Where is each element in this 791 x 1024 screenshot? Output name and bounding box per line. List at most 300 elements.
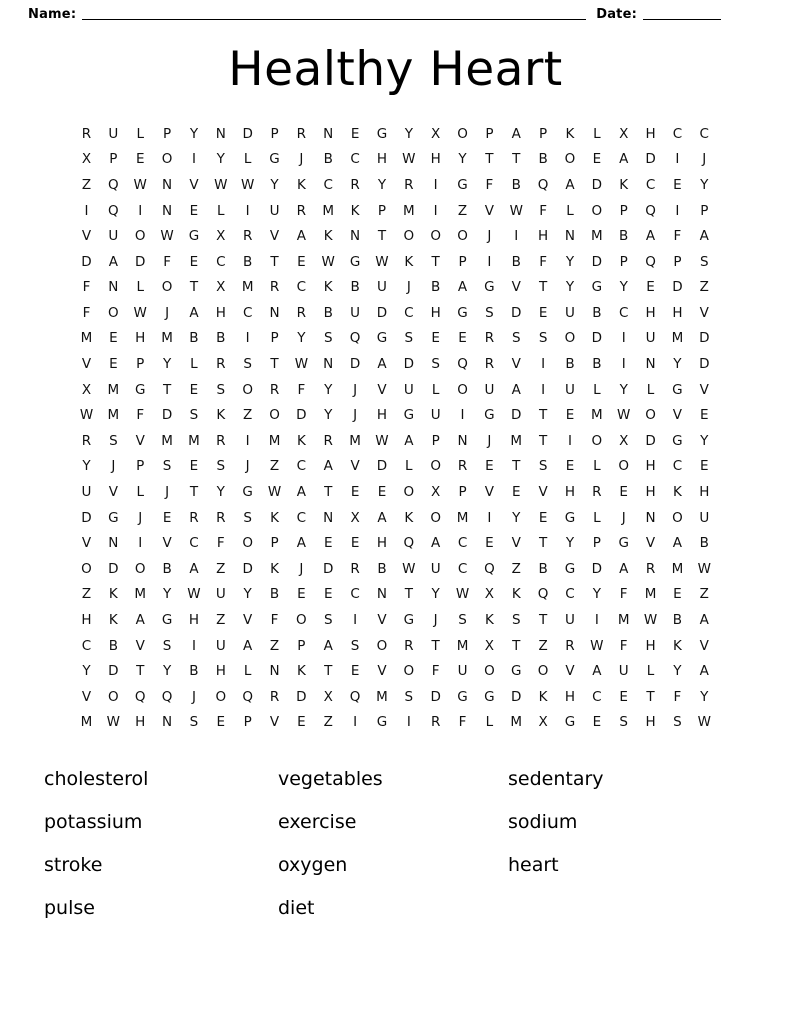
grid-cell[interactable]: Y [700, 432, 709, 449]
grid-cell[interactable]: H [645, 637, 656, 654]
grid-cell[interactable]: B [243, 253, 253, 270]
grid-cell[interactable]: I [406, 714, 411, 731]
grid-cell[interactable]: Q [457, 356, 468, 373]
grid-cell[interactable]: T [162, 381, 172, 398]
grid-cell[interactable]: O [81, 560, 92, 577]
grid-cell[interactable]: A [431, 535, 441, 552]
word-list-item[interactable]: vegetables [278, 767, 383, 790]
grid-cell[interactable]: V [135, 432, 145, 449]
grid-cell[interactable]: W [697, 714, 711, 731]
grid-cell[interactable]: R [269, 381, 280, 398]
grid-cell[interactable]: K [404, 253, 414, 270]
grid-cell[interactable]: H [81, 612, 92, 629]
grid-cell[interactable]: J [111, 458, 116, 475]
grid-cell[interactable]: Y [162, 663, 172, 680]
grid-cell[interactable]: Q [403, 535, 415, 552]
grid-cell[interactable]: W [321, 253, 335, 270]
grid-cell[interactable]: Z [81, 176, 92, 193]
grid-cell[interactable]: P [270, 330, 279, 347]
grid-cell[interactable]: I [567, 432, 572, 449]
grid-cell[interactable]: A [645, 228, 656, 245]
grid-cell[interactable]: B [350, 279, 360, 296]
grid-cell[interactable]: K [565, 125, 575, 142]
grid-cell[interactable]: M [671, 330, 684, 347]
grid-cell[interactable]: U [108, 125, 119, 142]
grid-cell[interactable]: X [431, 125, 441, 142]
grid-cell[interactable]: G [564, 509, 576, 526]
grid-cell[interactable]: I [433, 176, 438, 193]
grid-cell[interactable]: O [457, 381, 468, 398]
grid-cell[interactable]: H [564, 688, 576, 705]
grid-cell[interactable]: G [591, 279, 603, 296]
grid-cell[interactable]: V [699, 304, 709, 321]
grid-cell[interactable]: V [699, 637, 709, 654]
grid-cell[interactable]: K [108, 612, 118, 629]
grid-cell[interactable]: X [216, 228, 226, 245]
grid-cell[interactable]: U [565, 304, 575, 321]
grid-cell[interactable]: R [296, 202, 307, 219]
grid-cell[interactable]: S [323, 330, 333, 347]
grid-cell[interactable]: R [216, 356, 226, 373]
grid-cell[interactable]: T [646, 688, 655, 705]
grid-cell[interactable]: D [699, 330, 710, 347]
grid-cell[interactable]: B [108, 637, 118, 654]
grid-cell[interactable]: E [646, 279, 655, 296]
grid-cell[interactable]: Y [377, 176, 387, 193]
grid-cell[interactable]: R [296, 125, 307, 142]
grid-cell[interactable]: M [456, 637, 469, 654]
grid-cell[interactable]: S [189, 407, 199, 424]
grid-cell[interactable]: I [594, 612, 599, 629]
grid-cell[interactable]: G [564, 714, 576, 731]
grid-cell[interactable]: V [511, 356, 521, 373]
grid-cell[interactable]: Y [162, 356, 172, 373]
grid-cell[interactable]: K [296, 432, 306, 449]
grid-cell[interactable]: T [324, 663, 333, 680]
grid-cell[interactable]: Y [565, 253, 575, 270]
grid-cell[interactable]: G [376, 125, 388, 142]
grid-cell[interactable]: B [189, 663, 199, 680]
grid-cell[interactable]: V [377, 612, 387, 629]
grid-cell[interactable]: L [243, 663, 252, 680]
grid-cell[interactable]: Y [458, 151, 467, 168]
grid-cell[interactable]: G [134, 381, 146, 398]
grid-cell[interactable]: M [510, 714, 523, 731]
grid-cell[interactable]: Z [699, 586, 709, 603]
grid-cell[interactable]: W [375, 253, 389, 270]
grid-cell[interactable]: K [484, 612, 494, 629]
grid-cell[interactable]: G [269, 151, 280, 168]
grid-cell[interactable]: M [134, 586, 147, 603]
grid-cell[interactable]: P [539, 125, 548, 142]
grid-cell[interactable]: R [484, 330, 495, 347]
grid-cell[interactable]: Z [457, 202, 468, 219]
grid-cell[interactable]: R [216, 509, 226, 526]
grid-cell[interactable]: E [431, 330, 440, 347]
grid-cell[interactable]: Y [324, 381, 333, 398]
grid-cell[interactable]: S [458, 612, 467, 629]
grid-cell[interactable]: V [108, 484, 118, 501]
grid-cell[interactable]: I [191, 151, 196, 168]
grid-cell[interactable]: Q [645, 202, 656, 219]
word-list-item[interactable]: pulse [44, 896, 95, 919]
grid-cell[interactable]: A [377, 356, 387, 373]
grid-cell[interactable]: X [350, 509, 360, 526]
grid-cell[interactable]: R [81, 125, 92, 142]
grid-cell[interactable]: N [269, 304, 280, 321]
grid-cell[interactable]: W [697, 560, 711, 577]
grid-cell[interactable]: S [404, 688, 414, 705]
grid-cell[interactable]: S [350, 637, 360, 654]
grid-cell[interactable]: E [297, 586, 306, 603]
grid-cell[interactable]: O [403, 228, 415, 245]
grid-cell[interactable]: C [457, 560, 468, 577]
grid-cell[interactable]: E [323, 535, 333, 552]
grid-cell[interactable]: A [592, 663, 602, 680]
grid-cell[interactable]: M [322, 202, 335, 219]
grid-cell[interactable]: A [457, 279, 468, 296]
grid-cell[interactable]: Q [349, 330, 361, 347]
grid-cell[interactable]: S [162, 458, 172, 475]
grid-cell[interactable]: O [591, 202, 603, 219]
grid-cell[interactable]: T [189, 279, 199, 296]
grid-cell[interactable]: C [350, 151, 360, 168]
grid-cell[interactable]: Y [512, 509, 521, 526]
grid-cell[interactable]: H [645, 125, 656, 142]
name-input-line[interactable] [82, 6, 586, 20]
grid-cell[interactable]: I [245, 202, 250, 219]
grid-cell[interactable]: T [538, 535, 548, 552]
grid-cell[interactable]: E [297, 253, 306, 270]
grid-cell[interactable]: S [619, 714, 628, 731]
grid-cell[interactable]: S [511, 612, 521, 629]
grid-cell[interactable]: R [323, 432, 333, 449]
grid-cell[interactable]: F [270, 612, 279, 629]
grid-cell[interactable]: P [377, 202, 387, 219]
grid-cell[interactable]: L [136, 125, 144, 142]
grid-cell[interactable]: L [646, 381, 655, 398]
grid-cell[interactable]: K [619, 176, 629, 193]
grid-cell[interactable]: N [457, 432, 468, 449]
grid-cell[interactable]: E [592, 151, 602, 168]
grid-cell[interactable]: C [81, 637, 92, 654]
grid-cell[interactable]: D [242, 125, 253, 142]
grid-cell[interactable]: F [431, 663, 440, 680]
grid-cell[interactable]: P [673, 253, 682, 270]
grid-cell[interactable]: Y [673, 356, 682, 373]
grid-cell[interactable]: H [645, 458, 656, 475]
grid-cell[interactable]: G [349, 253, 361, 270]
grid-cell[interactable]: E [135, 151, 145, 168]
word-list-item[interactable]: diet [278, 896, 315, 919]
grid-cell[interactable]: S [538, 330, 548, 347]
grid-cell[interactable]: V [81, 356, 92, 373]
grid-cell[interactable]: Y [565, 535, 575, 552]
grid-cell[interactable]: J [191, 688, 196, 705]
grid-cell[interactable]: D [403, 356, 415, 373]
grid-cell[interactable]: V [672, 407, 683, 424]
grid-cell[interactable]: Q [537, 176, 549, 193]
grid-cell[interactable]: Y [431, 586, 440, 603]
grid-cell[interactable]: A [699, 612, 709, 629]
grid-cell[interactable]: P [163, 125, 172, 142]
grid-cell[interactable]: F [673, 228, 682, 245]
grid-cell[interactable]: T [431, 637, 440, 654]
grid-cell[interactable]: I [245, 432, 250, 449]
grid-cell[interactable]: M [268, 432, 281, 449]
grid-cell[interactable]: Z [269, 637, 280, 654]
grid-cell[interactable]: Y [673, 663, 682, 680]
grid-cell[interactable]: F [539, 253, 547, 270]
grid-cell[interactable]: E [592, 714, 602, 731]
grid-cell[interactable]: S [673, 714, 682, 731]
grid-cell[interactable]: O [161, 279, 173, 296]
grid-cell[interactable]: K [270, 560, 279, 577]
grid-cell[interactable]: O [645, 407, 656, 424]
grid-cell[interactable]: P [619, 202, 628, 219]
grid-cell[interactable]: D [511, 304, 522, 321]
grid-cell[interactable]: W [133, 176, 147, 193]
grid-cell[interactable]: O [591, 432, 603, 449]
grid-cell[interactable]: E [189, 202, 199, 219]
grid-cell[interactable]: U [430, 407, 441, 424]
grid-cell[interactable]: W [402, 151, 416, 168]
grid-cell[interactable]: U [618, 663, 629, 680]
grid-cell[interactable]: B [162, 560, 172, 577]
grid-cell[interactable]: N [564, 228, 576, 245]
grid-cell[interactable]: Y [270, 176, 279, 193]
grid-cell[interactable]: G [188, 228, 200, 245]
grid-cell[interactable]: G [672, 432, 683, 449]
grid-cell[interactable]: A [672, 535, 683, 552]
grid-cell[interactable]: N [108, 535, 119, 552]
grid-cell[interactable]: I [487, 509, 492, 526]
grid-cell[interactable]: W [294, 356, 309, 373]
grid-cell[interactable]: W [375, 432, 389, 449]
grid-cell[interactable]: O [430, 509, 441, 526]
grid-cell[interactable]: H [430, 304, 441, 321]
grid-cell[interactable]: R [565, 637, 575, 654]
grid-cell[interactable]: O [269, 407, 280, 424]
grid-cell[interactable]: Z [323, 714, 333, 731]
grid-cell[interactable]: S [243, 509, 252, 526]
grid-cell[interactable]: F [297, 381, 306, 398]
grid-cell[interactable]: M [644, 586, 657, 603]
grid-cell[interactable]: E [673, 176, 682, 193]
grid-cell[interactable]: E [350, 535, 360, 552]
grid-cell[interactable]: R [404, 637, 414, 654]
grid-cell[interactable]: F [485, 176, 494, 193]
grid-cell[interactable]: M [402, 202, 415, 219]
grid-cell[interactable]: R [645, 560, 656, 577]
grid-cell[interactable]: A [699, 663, 709, 680]
grid-cell[interactable]: C [699, 125, 709, 142]
word-list-item[interactable]: potassium [44, 810, 143, 833]
grid-cell[interactable]: N [108, 279, 119, 296]
grid-cell[interactable]: A [511, 125, 521, 142]
grid-cell[interactable]: B [511, 176, 521, 193]
grid-cell[interactable]: Z [216, 612, 226, 629]
grid-cell[interactable]: E [323, 586, 333, 603]
grid-cell[interactable]: H [538, 228, 549, 245]
grid-cell[interactable]: U [377, 279, 387, 296]
grid-cell[interactable]: Y [619, 279, 628, 296]
grid-cell[interactable]: V [645, 535, 656, 552]
grid-cell[interactable]: V [81, 228, 92, 245]
grid-cell[interactable]: M [107, 407, 120, 424]
grid-cell[interactable]: W [617, 407, 631, 424]
grid-cell[interactable]: J [299, 151, 304, 168]
grid-cell[interactable]: I [245, 330, 250, 347]
grid-cell[interactable]: V [269, 228, 280, 245]
grid-cell[interactable]: L [485, 714, 494, 731]
grid-cell[interactable]: R [350, 560, 360, 577]
grid-cell[interactable]: I [191, 637, 196, 654]
grid-cell[interactable]: T [377, 228, 387, 245]
grid-cell[interactable]: T [189, 484, 199, 501]
grid-cell[interactable]: E [350, 125, 360, 142]
grid-cell[interactable]: U [81, 484, 92, 501]
grid-cell[interactable]: Q [484, 560, 495, 577]
grid-cell[interactable]: Y [619, 381, 628, 398]
grid-cell[interactable]: U [269, 202, 280, 219]
grid-cell[interactable]: O [672, 509, 683, 526]
grid-cell[interactable]: S [699, 253, 709, 270]
grid-cell[interactable]: A [511, 381, 521, 398]
grid-cell[interactable]: X [216, 279, 226, 296]
grid-cell[interactable]: D [108, 560, 119, 577]
grid-cell[interactable]: Q [349, 688, 361, 705]
grid-cell[interactable]: L [566, 202, 574, 219]
grid-cell[interactable]: R [269, 279, 280, 296]
grid-cell[interactable]: P [485, 125, 494, 142]
grid-cell[interactable]: W [133, 304, 147, 321]
grid-cell[interactable]: T [136, 663, 145, 680]
grid-cell[interactable]: O [403, 484, 415, 501]
grid-cell[interactable]: K [404, 509, 414, 526]
grid-cell[interactable]: R [269, 688, 280, 705]
grid-cell[interactable]: Z [269, 458, 280, 475]
grid-cell[interactable]: D [323, 560, 334, 577]
grid-cell[interactable]: N [323, 509, 334, 526]
grid-cell[interactable]: B [672, 612, 683, 629]
grid-cell[interactable]: M [591, 228, 603, 245]
grid-cell[interactable]: I [514, 228, 519, 245]
grid-cell[interactable]: Y [162, 586, 172, 603]
grid-cell[interactable]: F [619, 637, 628, 654]
grid-cell[interactable]: K [538, 688, 548, 705]
grid-cell[interactable]: K [108, 586, 118, 603]
grid-cell[interactable]: J [621, 509, 626, 526]
grid-cell[interactable]: S [243, 356, 252, 373]
grid-cell[interactable]: Q [161, 688, 173, 705]
grid-cell[interactable]: J [353, 407, 358, 424]
grid-cell[interactable]: K [350, 202, 360, 219]
grid-cell[interactable]: Q [645, 253, 656, 270]
grid-cell[interactable]: Q [537, 586, 549, 603]
grid-cell[interactable]: E [189, 253, 199, 270]
grid-cell[interactable]: C [404, 304, 414, 321]
grid-cell[interactable]: F [619, 586, 628, 603]
grid-cell[interactable]: D [591, 560, 603, 577]
grid-cell[interactable]: N [269, 663, 280, 680]
grid-cell[interactable]: U [403, 381, 414, 398]
grid-cell[interactable]: U [108, 228, 119, 245]
grid-cell[interactable]: D [591, 176, 603, 193]
grid-cell[interactable]: J [353, 381, 358, 398]
grid-cell[interactable]: G [511, 663, 522, 680]
grid-cell[interactable]: X [538, 714, 548, 731]
grid-cell[interactable]: D [349, 356, 361, 373]
grid-cell[interactable]: T [538, 279, 548, 296]
grid-cell[interactable]: Y [297, 330, 306, 347]
grid-cell[interactable]: O [564, 151, 576, 168]
grid-cell[interactable]: Y [404, 125, 413, 142]
grid-cell[interactable]: L [593, 125, 601, 142]
grid-cell[interactable]: A [619, 560, 629, 577]
grid-cell[interactable]: K [296, 176, 306, 193]
grid-cell[interactable]: W [509, 202, 523, 219]
grid-cell[interactable]: Y [216, 484, 225, 501]
grid-cell[interactable]: F [673, 688, 682, 705]
grid-cell[interactable]: D [511, 688, 522, 705]
grid-cell[interactable]: C [216, 253, 226, 270]
grid-cell[interactable]: A [296, 228, 306, 245]
grid-cell[interactable]: B [619, 228, 629, 245]
grid-cell[interactable]: Z [538, 637, 548, 654]
grid-cell[interactable]: M [671, 560, 684, 577]
grid-cell[interactable]: O [618, 458, 629, 475]
grid-cell[interactable]: E [297, 714, 306, 731]
grid-cell[interactable]: G [564, 560, 576, 577]
grid-cell[interactable]: S [485, 304, 494, 321]
grid-cell[interactable]: A [243, 637, 253, 654]
grid-cell[interactable]: E [350, 663, 360, 680]
grid-cell[interactable]: J [487, 432, 492, 449]
grid-cell[interactable]: R [430, 714, 441, 731]
grid-cell[interactable]: G [457, 176, 468, 193]
grid-cell[interactable]: B [269, 586, 280, 603]
grid-cell[interactable]: D [376, 458, 388, 475]
grid-cell[interactable]: U [457, 663, 468, 680]
grid-cell[interactable]: P [619, 253, 628, 270]
grid-cell[interactable]: W [160, 228, 174, 245]
grid-cell[interactable]: C [296, 509, 307, 526]
grid-cell[interactable]: T [431, 253, 440, 270]
grid-cell[interactable]: Z [699, 279, 709, 296]
grid-cell[interactable]: Y [82, 458, 91, 475]
grid-cell[interactable]: T [512, 151, 521, 168]
word-list-item[interactable]: sedentary [508, 767, 604, 790]
grid-cell[interactable]: D [645, 432, 656, 449]
grid-cell[interactable]: A [296, 484, 306, 501]
grid-cell[interactable]: C [457, 535, 468, 552]
grid-cell[interactable]: E [162, 509, 172, 526]
grid-cell[interactable]: I [433, 202, 438, 219]
grid-cell[interactable]: R [216, 432, 226, 449]
grid-cell[interactable]: R [296, 304, 307, 321]
grid-cell[interactable]: E [109, 330, 118, 347]
grid-cell[interactable]: R [81, 432, 92, 449]
word-list-item[interactable]: stroke [44, 853, 103, 876]
grid-cell[interactable]: S [431, 356, 440, 373]
grid-cell[interactable]: R [242, 228, 253, 245]
grid-cell[interactable]: U [215, 637, 226, 654]
grid-cell[interactable]: C [296, 458, 307, 475]
grid-cell[interactable]: V [699, 381, 709, 398]
grid-cell[interactable]: K [511, 586, 521, 603]
grid-cell[interactable]: O [564, 330, 576, 347]
